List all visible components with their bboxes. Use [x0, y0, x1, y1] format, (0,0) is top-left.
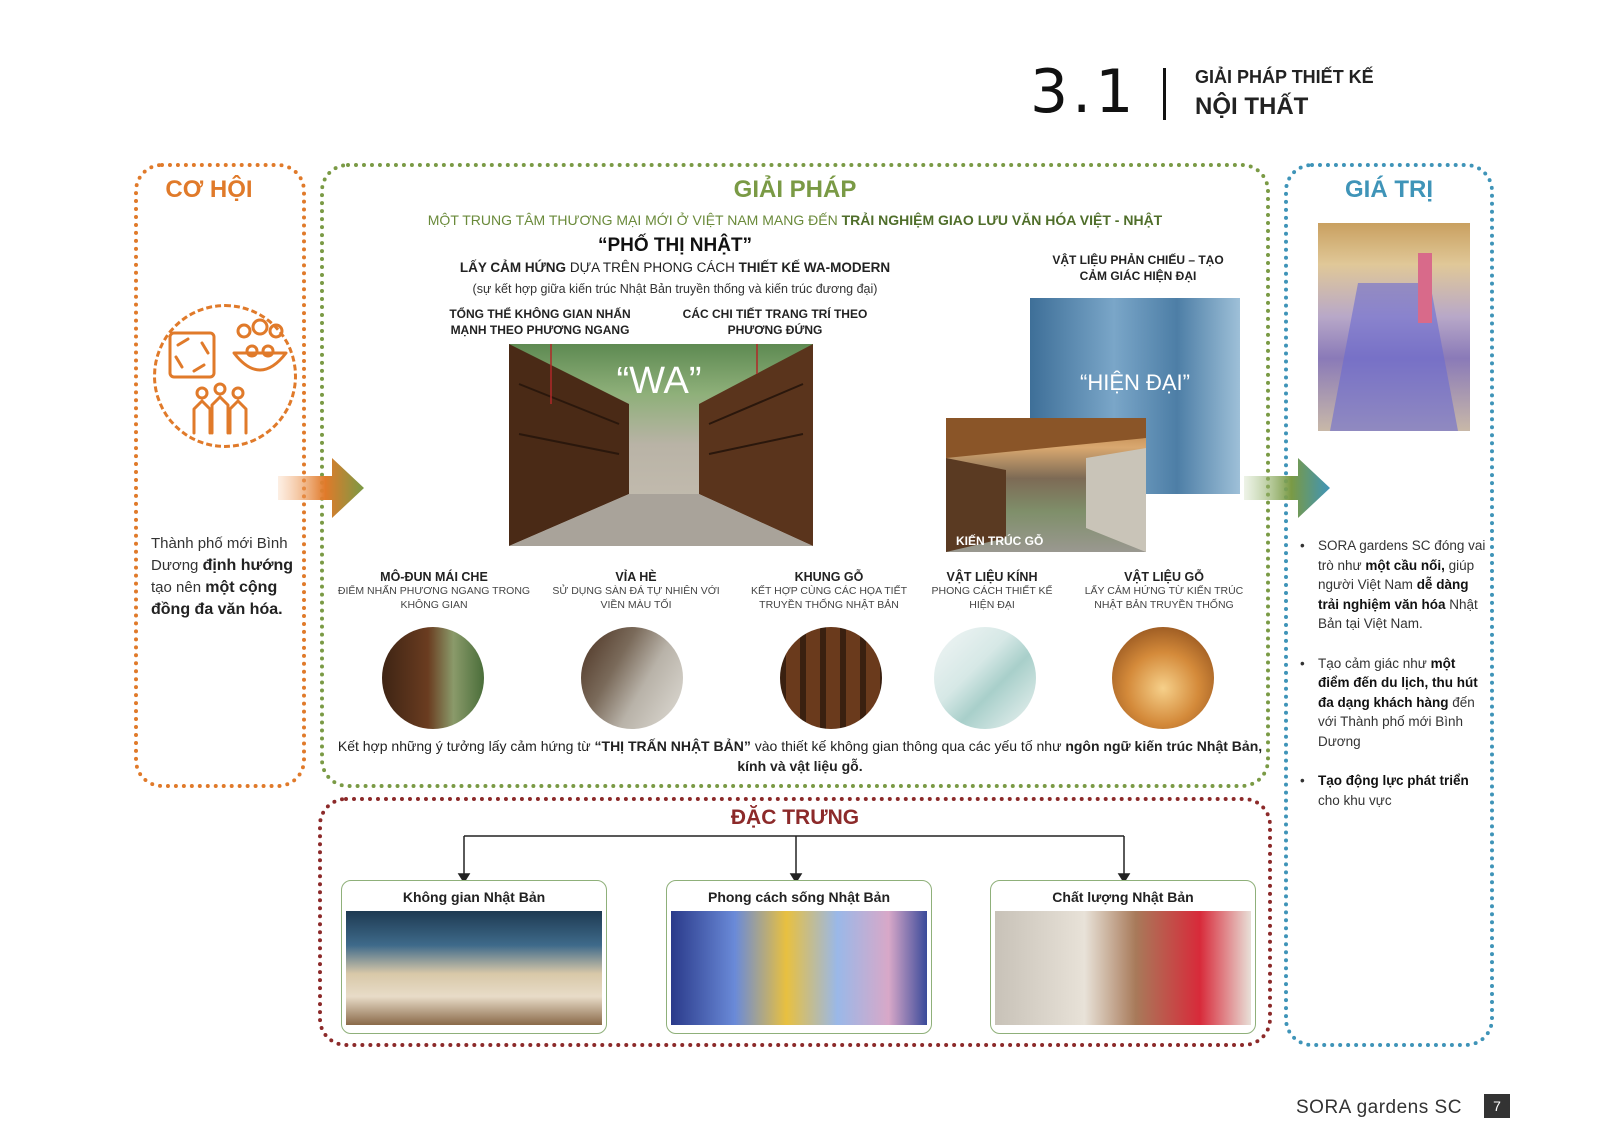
feature-desc: SỬ DỤNG SÀN ĐÁ TỰ NHIÊN VỚI VIỀN MÀU TỐI: [552, 585, 720, 611]
card-phong-cach-song: [666, 880, 932, 1034]
horizontal-label: TỔNG THỂ KHÔNG GIAN NHẤN MẠNH THEO PHƯƠNG NGANG: [449, 307, 631, 337]
giai-phap-footer: Kết hợp những ý tưởng lấy cảm hứng từ “THỊ TRẤN NHẬT BẢN” vào thiết kế không gian thông qua các yếu tố như ngôn ngữ kiến trúc Nhật Bản, kính và vật liệu gỗ.: [337, 738, 1263, 774]
feature-photo-mo-dun: [382, 627, 484, 729]
gia-tri-item: • Tạo động lực phát triển cho khu vực: [1296, 771, 1486, 810]
feature-desc: ĐIỂM NHẤN PHƯƠNG NGANG TRONG KHÔNG GIAN: [337, 585, 531, 611]
feature-khung-go: [746, 570, 912, 612]
kien-truc-go-label: KIẾN TRÚC GỖ: [956, 534, 1044, 548]
giai-phap-subtitle: MỘT TRUNG TÂM THƯƠNG MẠI MỚI Ở VIỆT NAM MANG ĐẾN TRẢI NGHIỆM GIAO LƯU VĂN HÓA VIỆT - NHẬT: [427, 212, 1163, 228]
gia-tri-item: • Tạo cảm giác như một điểm đến du lịch, thu hút đa dạng khách hàng đến với Thành phố mới Bình Dương: [1296, 654, 1486, 752]
section-title-line2: NỘI THẤT: [1195, 93, 1309, 120]
card-label: Không gian Nhật Bản: [402, 889, 546, 905]
feature-vat-lieu-go: [1070, 570, 1258, 612]
feature-photo-vat-lieu-go: [1112, 627, 1214, 729]
card-label: Chất lượng Nhật Bản: [1052, 889, 1194, 905]
feature-name: MÔ-ĐUN MÁI CHE: [380, 570, 488, 584]
section-number: 3.1: [1030, 57, 1138, 127]
co-hoi-text: Thành phố mới Bình Dương định hướng tạo nên một cộng đồng đa văn hóa.: [151, 535, 294, 618]
feature-name: KHUNG GỖ: [794, 570, 864, 584]
arrow-right-icon: [1244, 456, 1334, 520]
kien-truc-go-photo: [946, 418, 1146, 552]
footer-brand: SORA gardens SC: [1296, 1097, 1462, 1118]
section-title-line1: GIẢI PHÁP THIẾT KẾ: [1195, 67, 1374, 87]
material-label: VẬT LIỆU PHẢN CHIẾU – TẠO CẢM GIÁC HIỆN ĐẠI: [1052, 253, 1224, 283]
header-divider: [1163, 68, 1166, 120]
gia-tri-list: [1296, 536, 1486, 830]
page-number: 7: [1484, 1094, 1510, 1118]
feature-name: VẬT LIỆU KÍNH: [946, 570, 1038, 584]
community-icon: [153, 304, 297, 448]
card-chat-luong: [990, 880, 1256, 1034]
wa-label: “WA”: [616, 360, 702, 402]
card-photo: [346, 911, 602, 1025]
dac-trung-title: ĐẶC TRƯNG: [730, 806, 860, 829]
card-label: Phong cách sống Nhật Bản: [707, 889, 890, 905]
inspiration-line: LẤY CẢM HỨNG DỰA TRÊN PHONG CÁCH THIẾT KẾ WA-MODERN: [459, 260, 891, 275]
mall-atrium-photo: [1318, 223, 1470, 431]
feature-desc: LẤY CẢM HỨNG TỪ KIẾN TRÚC NHẬT BẢN TRUYỀN THỐNG: [1084, 585, 1244, 611]
feature-photo-khung-go: [780, 627, 882, 729]
feature-photo-vat-lieu-kinh: [934, 627, 1036, 729]
connector-lines: [318, 830, 1272, 886]
arrow-right-icon: [278, 456, 368, 520]
card-khong-gian: [341, 880, 607, 1034]
gia-tri-item: • SORA gardens SC đóng vai trò như một cầu nối, giúp người Việt Nam dễ dàng trải nghiệm văn hóa Nhật Bản tại Việt Nam.: [1296, 536, 1486, 634]
feature-desc: KẾT HỢP CÙNG CÁC HỌA TIẾT TRUYỀN THỐNG NHẬT BẢN: [750, 585, 908, 611]
vertical-label: CÁC CHI TIẾT TRANG TRÍ THEO PHƯƠNG ĐỨNG: [682, 307, 868, 337]
hien-dai-label: “HIỆN ĐẠI”: [1080, 370, 1190, 395]
feature-name: VỈA HÈ: [615, 570, 657, 584]
wa-street-photo: [509, 344, 813, 546]
inspiration-note: (sự kết hợp giữa kiến trúc Nhật Bản truyền thống và kiến trúc đương đại): [472, 282, 878, 296]
feature-vat-lieu-kinh: [926, 570, 1058, 612]
giai-phap-title: GIẢI PHÁP: [733, 176, 857, 203]
feature-via-he: [548, 570, 724, 612]
feature-desc: PHONG CÁCH THIẾT KẾ HIỆN ĐẠI: [931, 585, 1053, 611]
pho-thi-heading: “PHỐ THỊ NHẬT”: [597, 235, 753, 256]
card-photo: [671, 911, 927, 1025]
card-photo: [995, 911, 1251, 1025]
co-hoi-title: CƠ HỘI: [165, 176, 253, 203]
gia-tri-title: GIÁ TRỊ: [1345, 176, 1433, 203]
feature-name: VẬT LIỆU GỖ: [1124, 570, 1204, 584]
feature-mo-dun: [336, 570, 532, 612]
feature-photo-via-he: [581, 627, 683, 729]
